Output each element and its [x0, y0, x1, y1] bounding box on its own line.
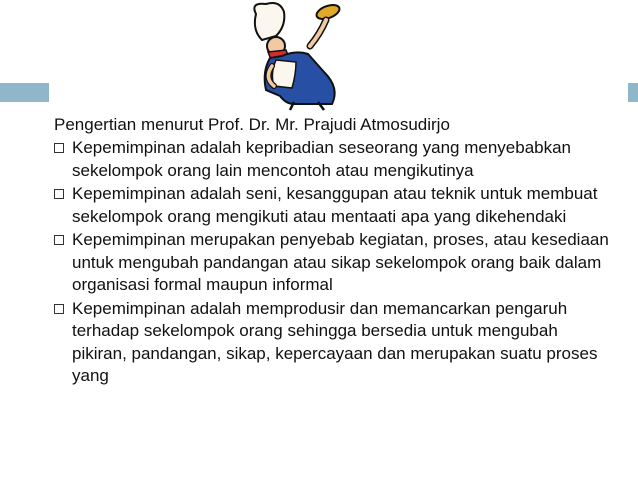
slide-content	[54, 114, 614, 389]
hollow-square-bullet-icon	[54, 189, 64, 199]
bullet-text: Kepemimpinan adalah seni, kesanggupan atau teknik untuk membuat sekelompok orang mengikuti atau mentaati apa yang dikehendaki	[72, 184, 598, 226]
list-item	[54, 298, 614, 388]
hollow-square-bullet-icon	[54, 235, 64, 245]
accent-bar-right	[628, 83, 638, 102]
bullet-list	[54, 137, 614, 388]
bullet-text: Kepemimpinan merupakan penyebab kegiatan, proses, atau kesediaan untuk mengubah pandangan atau sikap sekelompok orang baik dalam organisasi formal maupun informal	[72, 230, 609, 294]
list-item	[54, 137, 614, 182]
bullet-text: Kepemimpinan adalah memprodusir dan memancarkan pengaruh terhadap sekelompok orang sehingga bersedia untuk mengubah pikiran, pandangan, sikap, kepercayaan dan merupakan suatu proses yang	[72, 298, 598, 385]
waiter-clipart-icon	[240, 0, 380, 112]
slide-heading: Pengertian menurut Prof. Dr. Mr. Prajudi Atmosudirjo	[54, 115, 450, 134]
list-item	[54, 229, 614, 297]
bullet-text: Kepemimpinan adalah kepribadian seseorang yang menyebabkan sekelompok orang lain mencontoh atau mengikutinya	[72, 138, 572, 180]
accent-bar-left	[0, 83, 49, 102]
hollow-square-bullet-icon	[54, 304, 64, 314]
list-item	[54, 183, 614, 228]
hollow-square-bullet-icon	[54, 143, 64, 153]
